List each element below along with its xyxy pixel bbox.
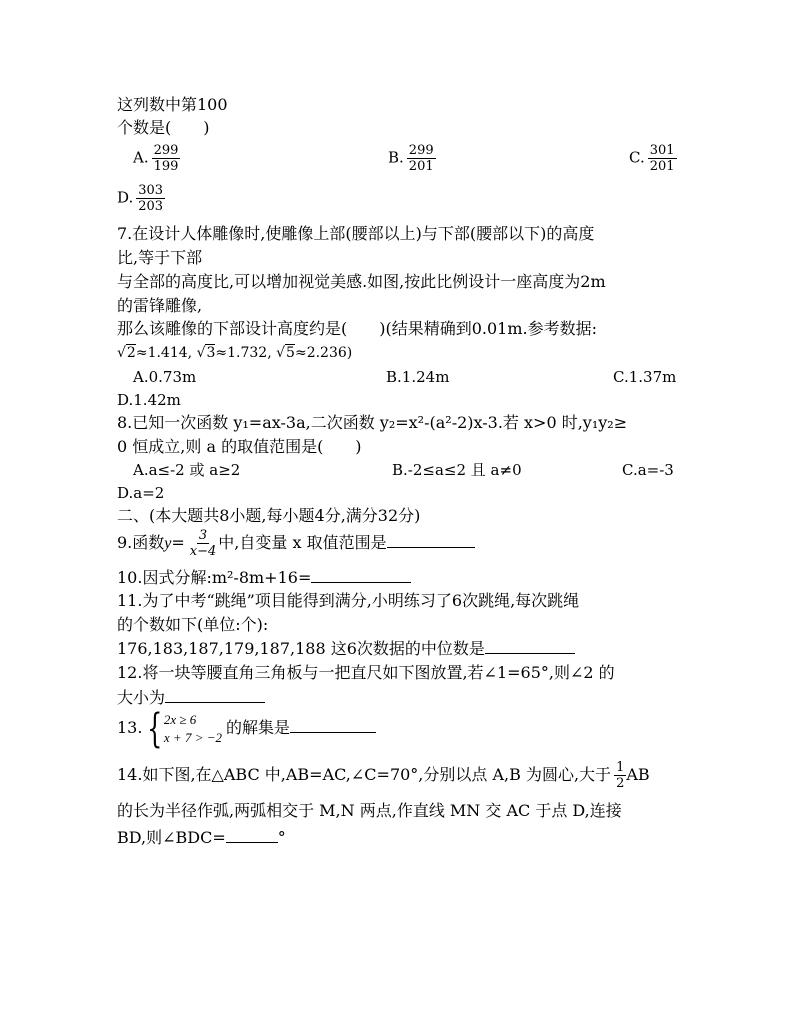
- q14-text: BD,则∠BDC=: [117, 828, 226, 847]
- q14-line1: [117, 760, 650, 791]
- q6-option-b: [388, 143, 436, 174]
- ref-value: ≈1.732,: [215, 345, 272, 361]
- section-heading: 二、(本大题共8小题,每小题4分,满分32分): [117, 506, 421, 525]
- q7-line3: 与全部的高度比,可以增加视觉美感.如图,按此比例设计一座高度为2m: [117, 272, 606, 291]
- answer-blank[interactable]: [387, 531, 475, 548]
- denominator: x−4: [189, 544, 217, 559]
- denominator: 2: [616, 776, 625, 791]
- numerator: 299: [408, 143, 434, 158]
- fraction: [407, 143, 436, 174]
- q14-text: 14.如下图,在△ABC 中,AB=AC,∠C=70°,分别以点 A,B 为圆心,大于: [117, 765, 612, 784]
- q8-line1: 8.已知一次函数 y₁=ax-3a,二次函数 y₂=x²-(a²-2)x-3.若 x>0 时,y₁y₂≥: [117, 413, 628, 432]
- q7-option-a: A.0.73m: [133, 368, 197, 386]
- variable-y: y: [164, 535, 172, 552]
- option-label: D.: [117, 188, 134, 207]
- degree-sign: °: [277, 828, 286, 847]
- fraction: [614, 760, 626, 791]
- q8-line2: 0 恒成立,则 a 的取值范围是( ): [117, 437, 362, 456]
- q11-line3: [117, 637, 575, 660]
- q7-line5: 那么该雕像的下部设计高度约是( )(结果精确到0.01m.参考数据:: [117, 319, 598, 338]
- q11-line1: 11.为了中考“跳绳”项目能得到满分,小明练习了6次跳绳,每次跳绳: [117, 591, 580, 610]
- q7-option-d: D.1.42m: [117, 391, 181, 409]
- option-label: B.: [388, 148, 404, 167]
- q12-text: 大小为: [117, 688, 166, 707]
- q9-prefix: 9.函数: [117, 533, 165, 552]
- option-label: C.: [629, 148, 645, 167]
- sqrt-icon: √: [117, 345, 126, 361]
- brace-icon: {: [147, 705, 163, 752]
- answer-blank[interactable]: [311, 566, 411, 583]
- numerator: 299: [153, 143, 179, 158]
- q12-line2: [117, 686, 265, 709]
- fraction: [648, 143, 677, 174]
- sqrt-icon: √: [276, 345, 286, 361]
- q8-option-c: C.a=-3: [622, 461, 674, 479]
- q6-stem-line2: 个数是( ): [117, 118, 210, 137]
- ref-value: ≈2.236): [294, 345, 353, 361]
- numerator: 303: [138, 183, 164, 198]
- answer-blank[interactable]: [226, 826, 278, 843]
- option-label: A.: [133, 148, 149, 167]
- denominator: 201: [408, 159, 434, 174]
- inequality-2: x + 7 > −2: [163, 729, 222, 745]
- q13-prefix: 13.: [117, 718, 143, 737]
- q6-option-a: [133, 143, 180, 174]
- q8-option-b: B.-2≤a≤2 且 a≠0: [392, 461, 522, 479]
- q7-reference-data: [117, 342, 352, 364]
- q13-suffix: 的解集是: [226, 718, 291, 737]
- fraction: [188, 528, 219, 559]
- denominator: 199: [153, 159, 179, 174]
- segment-ab: AB: [626, 765, 650, 784]
- radicand: 2: [126, 345, 136, 361]
- q13-line: [117, 705, 376, 752]
- q8-option-a: A.a≤-2 或 a≥2: [133, 461, 241, 479]
- numerator: 3: [198, 528, 208, 543]
- q7-option-b: B.1.24m: [386, 368, 450, 386]
- answer-blank[interactable]: [165, 686, 265, 703]
- equals-sign: =: [171, 533, 185, 552]
- q6-option-c: [629, 143, 677, 174]
- fraction: [152, 143, 181, 174]
- fraction: [136, 183, 165, 214]
- q8-option-d: D.a=2: [117, 484, 165, 502]
- q10-line: [117, 566, 411, 589]
- denominator: 201: [649, 159, 675, 174]
- answer-blank[interactable]: [485, 637, 575, 654]
- q7-line4: 的雷锋雕像,: [117, 296, 203, 315]
- numerator: 301: [649, 143, 675, 158]
- q6-stem-line1: 这列数中第100: [117, 95, 228, 114]
- q14-line3: [117, 826, 286, 849]
- q11-line2: 的个数如下(单位:个):: [117, 615, 269, 634]
- q7-line1: 7.在设计人体雕像时,使雕像上部(腰部以上)与下部(腰部以下)的高度: [117, 224, 595, 243]
- answer-blank[interactable]: [290, 716, 376, 733]
- inequality-1: 2x ≥ 6: [163, 711, 197, 727]
- q9-line: [117, 528, 475, 559]
- q12-line1: 12.将一块等腰直角三角板与一把直尺如下图放置,若∠1=65°,则∠2 的: [117, 663, 615, 682]
- ref-value: ≈1.414,: [135, 345, 193, 361]
- radicand: 3: [206, 345, 216, 361]
- denominator: 203: [138, 199, 164, 214]
- inequality-system: [142, 705, 222, 752]
- q7-line2: 比,等于下部: [117, 248, 203, 267]
- q7-option-c: C.1.37m: [613, 368, 677, 386]
- q9-suffix: 中,自变量 x 取值范围是: [218, 533, 387, 552]
- q6-option-d: [117, 183, 165, 214]
- numerator: 1: [616, 760, 625, 775]
- radicand: 5: [286, 345, 295, 361]
- q11-text: 176,183,187,179,187,188 这6次数据的中位数是: [117, 639, 485, 658]
- q10-text: 10.因式分解:m²-8m+16=: [117, 568, 312, 587]
- q14-line2: 的长为半径作弧,两弧相交于 M,N 两点,作直线 MN 交 AC 于点 D,连接: [117, 801, 622, 820]
- sqrt-icon: √: [196, 345, 206, 361]
